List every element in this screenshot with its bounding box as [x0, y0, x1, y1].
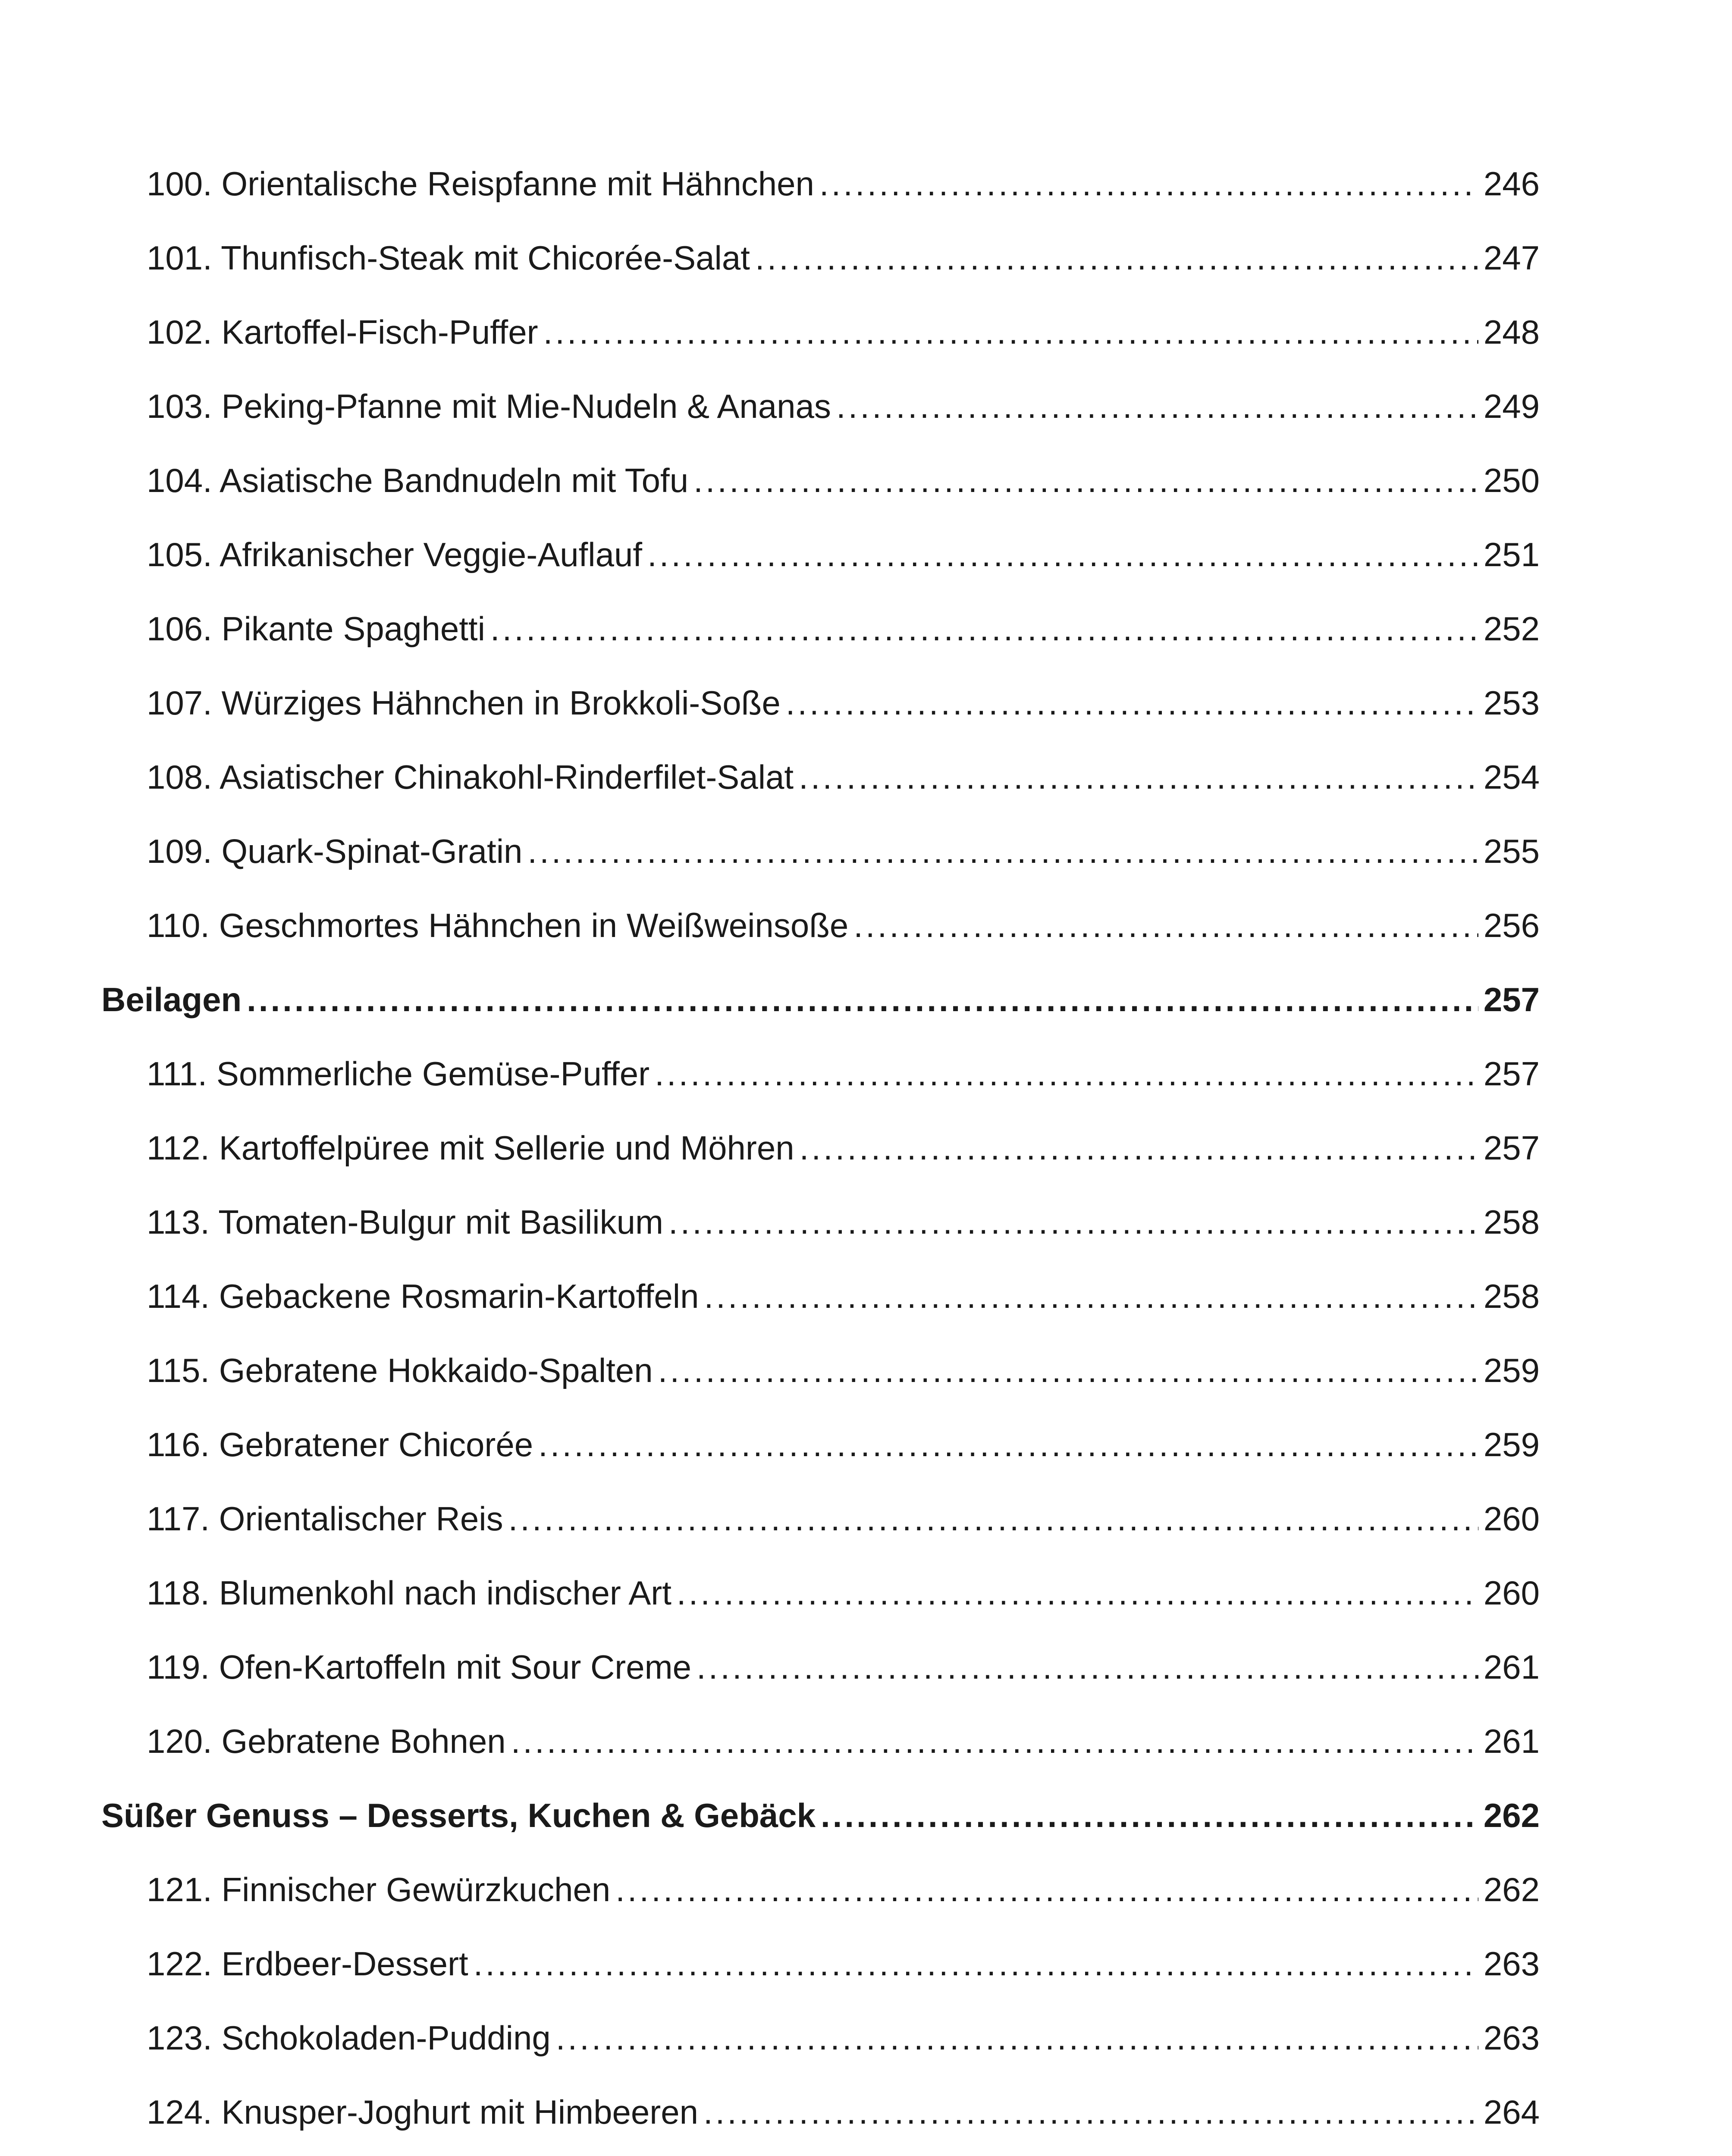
dot-leader: [697, 1650, 1478, 1684]
toc-entry-title: 103. Peking-Pfanne mit Mie-Nudeln & Ananas: [147, 387, 831, 425]
dot-leader: [543, 315, 1478, 349]
toc-entry-title: 119. Ofen-Kartoffeln mit Sour Creme: [147, 1648, 692, 1686]
toc-entry-title: 104. Asiatische Bandnudeln mit Tofu: [147, 461, 689, 499]
toc-page-number: 254: [1483, 758, 1540, 796]
toc-entry[interactable]: [101, 221, 1540, 295]
toc-entry-title: 122. Erdbeer-Dessert: [147, 1945, 468, 1983]
toc-entry[interactable]: [101, 1185, 1540, 1259]
toc-entry[interactable]: [101, 666, 1540, 740]
table-of-contents: [101, 147, 1540, 2156]
toc-entry-title: 113. Tomaten-Bulgur mit Basilikum: [147, 1203, 663, 1241]
toc-page-number: 257: [1483, 1129, 1540, 1167]
dot-leader: [677, 1576, 1478, 1610]
toc-entry-title: 111. Sommerliche Gemüse-Puffer: [147, 1055, 650, 1093]
toc-entry[interactable]: [101, 2149, 1540, 2156]
toc-entry-title: 120. Gebratene Bohnen: [147, 1722, 506, 1760]
dot-leader: [668, 1205, 1478, 1239]
dot-leader: [703, 2095, 1478, 2129]
toc-entry[interactable]: [101, 814, 1540, 888]
toc-entry[interactable]: [101, 1037, 1540, 1111]
toc-page-number: 261: [1483, 1722, 1540, 1760]
toc-entry[interactable]: [101, 1927, 1540, 2001]
toc-entry-title: 117. Orientalischer Reis: [147, 1500, 503, 1538]
dot-leader: [615, 1873, 1478, 1906]
toc-entry-title: 116. Gebratener Chicorée: [147, 1426, 533, 1463]
toc-page-number: 263: [1483, 1945, 1540, 1983]
toc-entry[interactable]: [101, 1259, 1540, 1333]
dot-leader: [819, 167, 1478, 201]
dot-leader: [658, 1354, 1478, 1387]
dot-leader: [508, 1502, 1478, 1536]
dot-leader: [755, 241, 1478, 275]
dot-leader: [704, 1279, 1478, 1313]
toc-entry[interactable]: [101, 2075, 1540, 2149]
dot-leader: [800, 1131, 1478, 1165]
dot-leader: [511, 1724, 1478, 1758]
toc-page-number: 261: [1483, 1648, 1540, 1686]
toc-entry-title: 118. Blumenkohl nach indischer Art: [147, 1574, 671, 1612]
toc-page-number: 258: [1483, 1277, 1540, 1315]
dot-leader: [655, 1057, 1478, 1091]
dot-leader: [836, 389, 1478, 423]
toc-entry-title: 107. Würziges Hähnchen in Brokkoli-Soße: [147, 684, 781, 722]
dot-leader: [647, 538, 1478, 571]
toc-entry-title: 106. Pikante Spaghetti: [147, 610, 485, 648]
toc-page-number: 260: [1483, 1574, 1540, 1612]
toc-page-number: 247: [1483, 239, 1540, 277]
toc-page-number: 257: [1483, 981, 1540, 1018]
toc-entry[interactable]: [101, 1482, 1540, 1556]
toc-page-number: 258: [1483, 1203, 1540, 1241]
toc-entry-title: 108. Asiatischer Chinakohl-Rinderfilet-Salat: [147, 758, 794, 796]
toc-page-number: 263: [1483, 2019, 1540, 2057]
toc-section-heading[interactable]: [101, 962, 1540, 1037]
toc-entry-title: 124. Knusper-Joghurt mit Himbeeren: [147, 2093, 698, 2131]
toc-entry[interactable]: [101, 592, 1540, 666]
toc-entry[interactable]: [101, 369, 1540, 443]
toc-entry-title: 102. Kartoffel-Fisch-Puffer: [147, 313, 538, 351]
toc-entry-title: 105. Afrikanischer Veggie-Auflauf: [147, 536, 643, 573]
toc-entry[interactable]: [101, 1111, 1540, 1185]
toc-page-number: 246: [1483, 165, 1540, 203]
dot-leader: [786, 686, 1478, 720]
toc-entry-title: 112. Kartoffelpüree mit Sellerie und Möhren: [147, 1129, 794, 1167]
toc-page-number: 253: [1483, 684, 1540, 722]
dot-leader: [538, 1428, 1478, 1461]
toc-section-title: Beilagen: [101, 981, 242, 1018]
toc-section-title: Süßer Genuss – Desserts, Kuchen & Gebäck: [101, 1796, 816, 1834]
toc-entry[interactable]: [101, 2001, 1540, 2075]
toc-page-number: 260: [1483, 1500, 1540, 1538]
toc-page-number: 252: [1483, 610, 1540, 648]
toc-entry-title: 115. Gebratene Hokkaido-Spalten: [147, 1351, 653, 1389]
toc-page-number: 255: [1483, 832, 1540, 870]
toc-entry-title: 121. Finnischer Gewürzkuchen: [147, 1871, 611, 1908]
toc-entry[interactable]: [101, 295, 1540, 369]
toc-page-number: 256: [1483, 906, 1540, 944]
toc-entry[interactable]: [101, 888, 1540, 962]
toc-entry[interactable]: [101, 1704, 1540, 1778]
dot-leader: [247, 983, 1478, 1016]
toc-page-number: 259: [1483, 1351, 1540, 1389]
toc-section-heading[interactable]: [101, 1778, 1540, 1852]
toc-entry[interactable]: [101, 1333, 1540, 1407]
dot-leader: [821, 1799, 1478, 1832]
dot-leader: [693, 464, 1478, 497]
toc-entry-title: 110. Geschmortes Hähnchen in Weißweinsoße: [147, 906, 849, 944]
toc-page-number: 249: [1483, 387, 1540, 425]
dot-leader: [527, 834, 1478, 868]
dot-leader: [556, 2021, 1478, 2055]
toc-page-number: 257: [1483, 1055, 1540, 1093]
dot-leader: [490, 612, 1478, 646]
toc-entry-title: 101. Thunfisch-Steak mit Chicorée-Salat: [147, 239, 750, 277]
toc-entry-title: 123. Schokoladen-Pudding: [147, 2019, 551, 2057]
toc-entry[interactable]: [101, 1852, 1540, 1927]
toc-page-number: 251: [1483, 536, 1540, 573]
toc-entry-title: 109. Quark-Spinat-Gratin: [147, 832, 523, 870]
toc-page-number: 248: [1483, 313, 1540, 351]
toc-entry[interactable]: [101, 443, 1540, 517]
toc-page-number: 264: [1483, 2093, 1540, 2131]
toc-entry[interactable]: [101, 147, 1540, 221]
toc-page-number: 262: [1483, 1871, 1540, 1908]
toc-entry-title: 100. Orientalische Reispfanne mit Hähnchen: [147, 165, 814, 203]
toc-entry[interactable]: [101, 1556, 1540, 1630]
dot-leader: [799, 760, 1478, 794]
toc-entry-title: 114. Gebackene Rosmarin-Kartoffeln: [147, 1277, 699, 1315]
dot-leader: [853, 909, 1478, 942]
dot-leader: [474, 1947, 1478, 1981]
toc-page-number: 262: [1483, 1796, 1540, 1834]
toc-entry[interactable]: [101, 1407, 1540, 1482]
toc-entry[interactable]: [101, 740, 1540, 814]
toc-entry[interactable]: [101, 1630, 1540, 1704]
toc-entry[interactable]: [101, 517, 1540, 592]
toc-page-number: 250: [1483, 461, 1540, 499]
toc-page-number: 259: [1483, 1426, 1540, 1463]
